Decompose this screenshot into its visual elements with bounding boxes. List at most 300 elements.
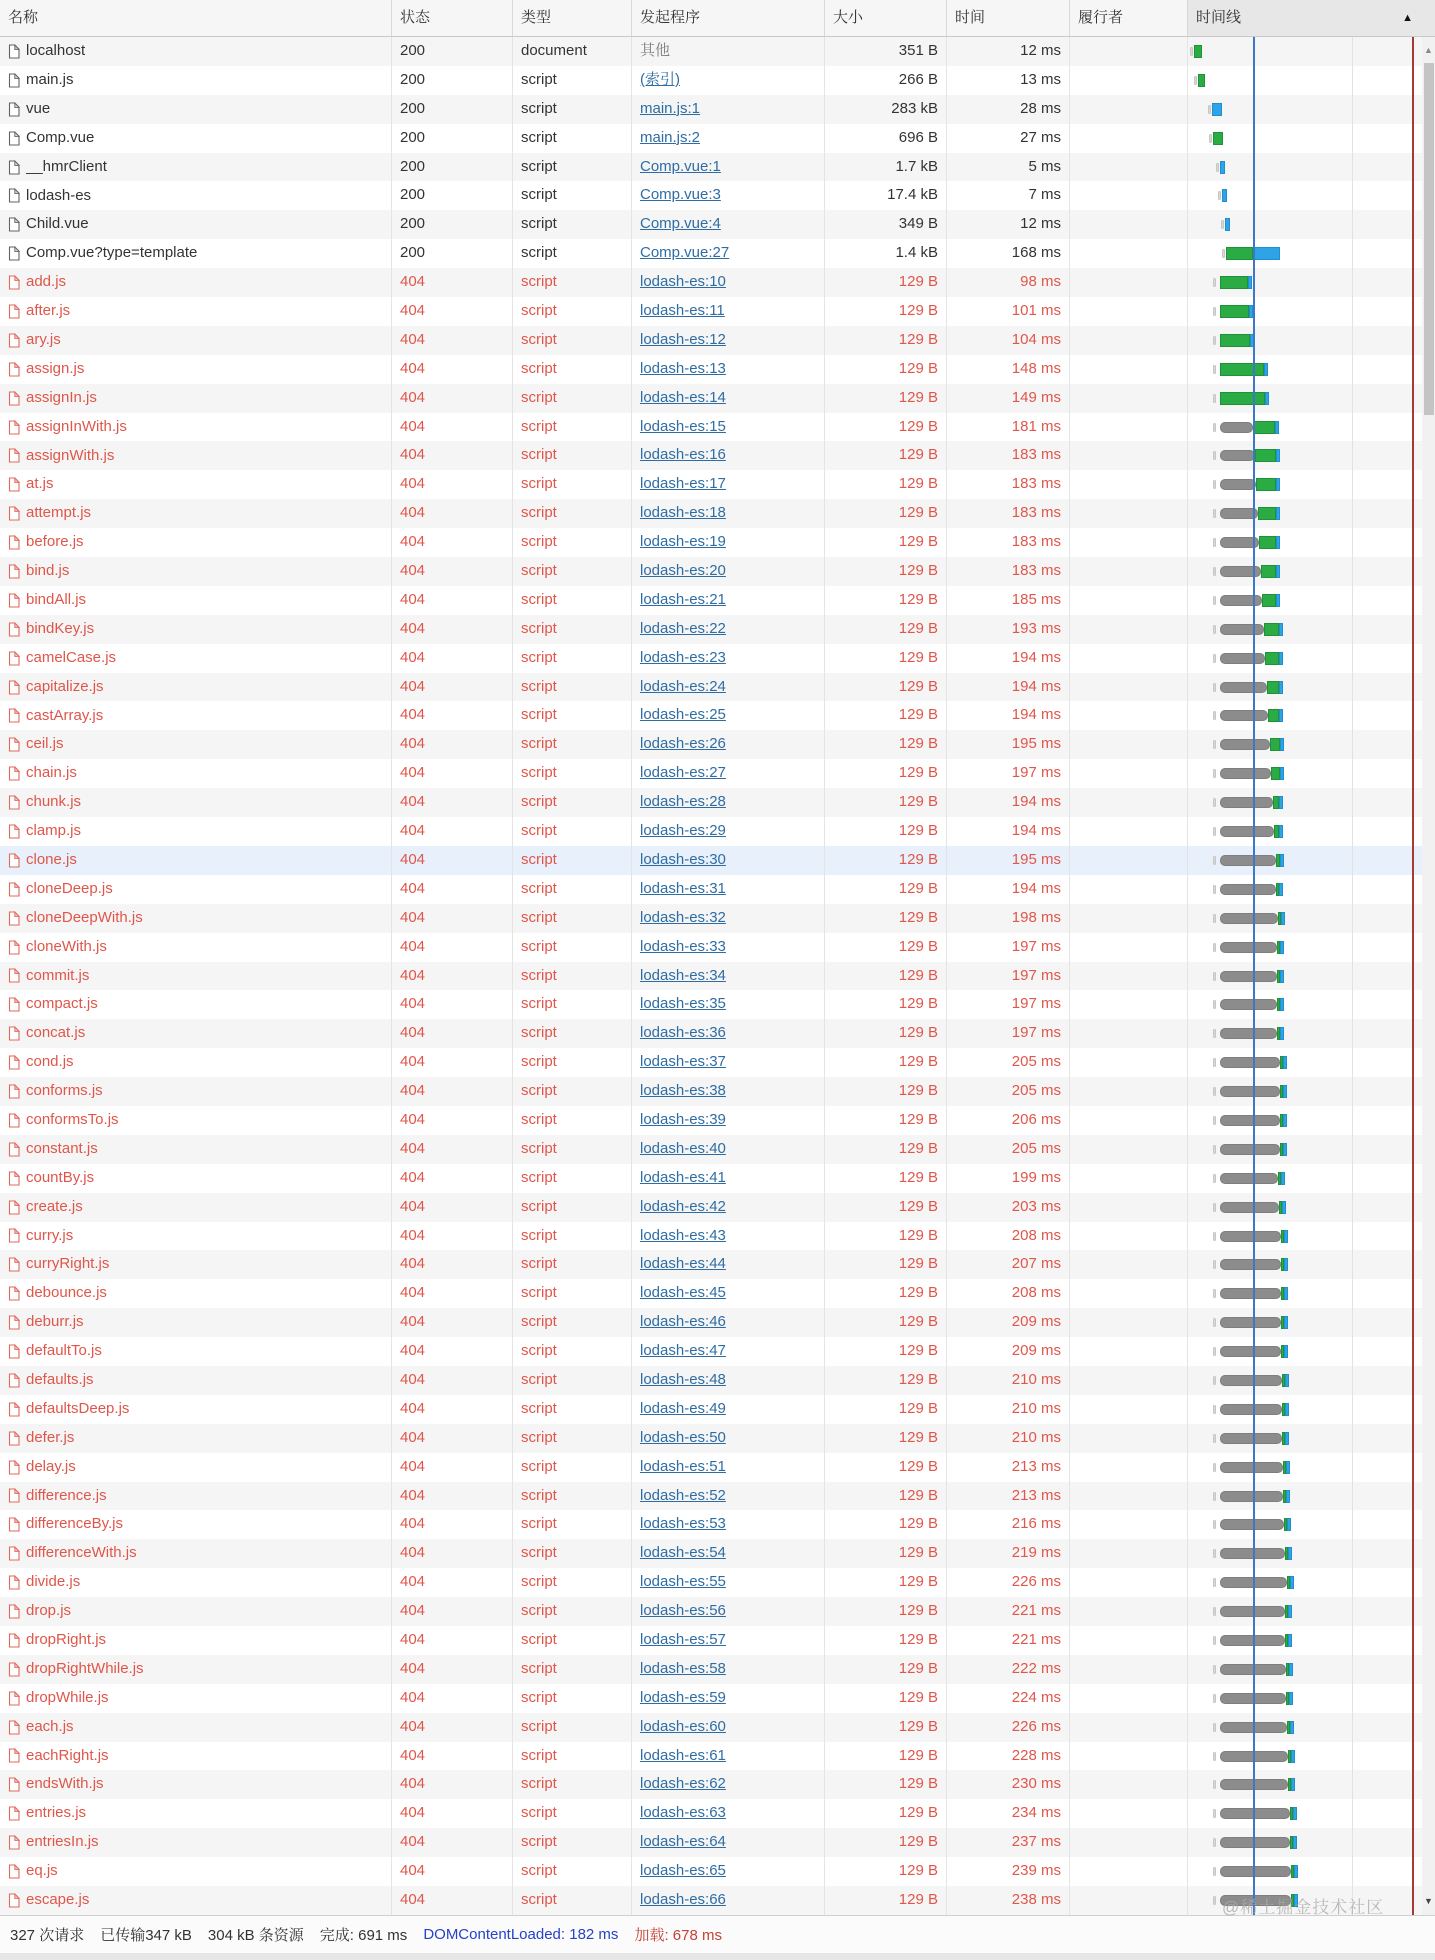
request-name-cell[interactable] — [0, 962, 392, 991]
initiator-link[interactable]: lodash-es:50 — [640, 1428, 726, 1446]
initiator-link[interactable]: lodash-es:25 — [640, 706, 726, 724]
initiator-link[interactable]: lodash-es:26 — [640, 735, 726, 753]
waterfall-cell[interactable] — [1188, 990, 1435, 1019]
waterfall-cell[interactable] — [1188, 413, 1435, 442]
waterfall-cell[interactable] — [1188, 673, 1435, 702]
waterfall-cell[interactable] — [1188, 239, 1435, 268]
table-row[interactable] — [0, 413, 1435, 442]
initiator-link[interactable]: Comp.vue:4 — [640, 215, 721, 233]
table-row[interactable] — [0, 124, 1435, 153]
initiator-link[interactable]: lodash-es:41 — [640, 1168, 726, 1186]
waterfall-cell[interactable] — [1188, 181, 1435, 210]
request-name-cell[interactable] — [0, 1222, 392, 1251]
waterfall-cell[interactable] — [1188, 1770, 1435, 1799]
waterfall-cell[interactable] — [1188, 441, 1435, 470]
table-row[interactable] — [0, 1019, 1435, 1048]
request-name-cell[interactable] — [0, 297, 392, 326]
table-row[interactable] — [0, 1337, 1435, 1366]
table-row[interactable] — [0, 1655, 1435, 1684]
table-row[interactable] — [0, 1106, 1435, 1135]
table-row[interactable] — [0, 875, 1435, 904]
table-row[interactable] — [0, 1742, 1435, 1771]
waterfall-cell[interactable] — [1188, 1597, 1435, 1626]
table-row[interactable] — [0, 528, 1435, 557]
waterfall-cell[interactable] — [1188, 1713, 1435, 1742]
table-row[interactable] — [0, 1279, 1435, 1308]
size-cell: 1.7 kB — [825, 153, 947, 182]
request-name-cell[interactable] — [0, 181, 392, 210]
fulfilled-by-cell — [1070, 962, 1188, 991]
waterfall-queue-tick — [1213, 1723, 1216, 1732]
request-name-cell[interactable] — [0, 413, 392, 442]
waterfall-cell[interactable] — [1188, 1799, 1435, 1828]
status-cell: 404 — [392, 326, 513, 355]
request-name-cell[interactable] — [0, 1626, 392, 1655]
waterfall-cell[interactable] — [1188, 759, 1435, 788]
request-name-cell[interactable] — [0, 1713, 392, 1742]
request-name-cell[interactable] — [0, 1077, 392, 1106]
request-name-cell[interactable] — [0, 499, 392, 528]
table-row[interactable] — [0, 326, 1435, 355]
request-name-cell[interactable] — [0, 1597, 392, 1626]
waterfall-cell[interactable] — [1188, 66, 1435, 95]
initiator-link[interactable]: lodash-es:14 — [640, 388, 726, 406]
initiator-link[interactable]: lodash-es:45 — [640, 1284, 726, 1302]
waterfall-cell[interactable] — [1188, 1279, 1435, 1308]
request-name-cell[interactable] — [0, 384, 392, 413]
waterfall-cell[interactable] — [1188, 1250, 1435, 1279]
waterfall-cell[interactable] — [1188, 355, 1435, 384]
request-name-cell[interactable] — [0, 586, 392, 615]
initiator-link[interactable]: lodash-es:22 — [640, 619, 726, 637]
waterfall-bar-blue — [1280, 941, 1284, 954]
waterfall-cell[interactable] — [1188, 644, 1435, 673]
request-name-cell[interactable] — [0, 1135, 392, 1164]
table-row[interactable] — [0, 153, 1435, 182]
table-row[interactable] — [0, 1539, 1435, 1568]
initiator-link[interactable]: lodash-es:20 — [640, 562, 726, 580]
waterfall-cell[interactable] — [1188, 1019, 1435, 1048]
waterfall-cell[interactable] — [1188, 1048, 1435, 1077]
table-row[interactable] — [0, 441, 1435, 470]
initiator-link[interactable]: lodash-es:19 — [640, 533, 726, 551]
initiator-link[interactable]: (索引) — [640, 70, 680, 88]
initiator-link[interactable]: lodash-es:10 — [640, 273, 726, 291]
request-name-cell[interactable] — [0, 1164, 392, 1193]
request-name-cell[interactable] — [0, 1799, 392, 1828]
table-row[interactable] — [0, 1250, 1435, 1279]
table-row[interactable] — [0, 1366, 1435, 1395]
waterfall-cell[interactable] — [1188, 1568, 1435, 1597]
waterfall-cell[interactable] — [1188, 586, 1435, 615]
initiator-link[interactable]: lodash-es:35 — [640, 995, 726, 1013]
request-name-cell[interactable] — [0, 615, 392, 644]
waterfall-cell[interactable] — [1188, 1395, 1435, 1424]
waterfall-cell[interactable] — [1188, 1539, 1435, 1568]
table-row[interactable] — [0, 66, 1435, 95]
request-name-cell[interactable] — [0, 1510, 392, 1539]
table-row[interactable] — [0, 1077, 1435, 1106]
initiator-link[interactable]: lodash-es:28 — [640, 793, 726, 811]
table-row[interactable] — [0, 1308, 1435, 1337]
request-name-cell[interactable] — [0, 470, 392, 499]
initiator-link[interactable]: lodash-es:51 — [640, 1457, 726, 1475]
request-name-cell[interactable] — [0, 441, 392, 470]
waterfall-bar-gray — [1220, 422, 1253, 433]
initiator-link[interactable]: lodash-es:39 — [640, 1110, 726, 1128]
request-name-cell[interactable] — [0, 1106, 392, 1135]
size-cell: 129 B — [825, 1308, 947, 1337]
table-row[interactable] — [0, 1626, 1435, 1655]
size-cell: 129 B — [825, 1453, 947, 1482]
waterfall-cell[interactable] — [1188, 962, 1435, 991]
request-name-cell[interactable] — [0, 730, 392, 759]
request-name-cell[interactable] — [0, 557, 392, 586]
fulfilled-by-cell — [1070, 1482, 1188, 1511]
waterfall-bar-blue — [1289, 1663, 1293, 1676]
waterfall-cell[interactable] — [1188, 933, 1435, 962]
request-name-cell[interactable] — [0, 788, 392, 817]
request-name-cell[interactable] — [0, 875, 392, 904]
table-row[interactable] — [0, 268, 1435, 297]
waterfall-cell[interactable] — [1188, 528, 1435, 557]
waterfall-cell[interactable] — [1188, 846, 1435, 875]
request-name-cell[interactable] — [0, 904, 392, 933]
table-row[interactable] — [0, 1510, 1435, 1539]
initiator-link[interactable]: lodash-es:63 — [640, 1804, 726, 1822]
table-row[interactable] — [0, 1597, 1435, 1626]
status-cell: 404 — [392, 1568, 513, 1597]
initiator-link[interactable]: lodash-es:52 — [640, 1486, 726, 1504]
table-row[interactable] — [0, 1713, 1435, 1742]
request-name-cell[interactable] — [0, 66, 392, 95]
waterfall-bar-gray — [1220, 595, 1262, 606]
initiator-link[interactable]: lodash-es:29 — [640, 822, 726, 840]
initiator-link[interactable]: lodash-es:49 — [640, 1399, 726, 1417]
initiator-link[interactable]: lodash-es:60 — [640, 1717, 726, 1735]
table-row[interactable] — [0, 1135, 1435, 1164]
table-row[interactable] — [0, 644, 1435, 673]
initiator-link[interactable]: lodash-es:61 — [640, 1746, 726, 1764]
initiator-link[interactable]: lodash-es:38 — [640, 1082, 726, 1100]
request-name-cell[interactable] — [0, 644, 392, 673]
column-header-time[interactable]: 时间 — [947, 0, 1070, 36]
initiator-link[interactable]: lodash-es:33 — [640, 937, 726, 955]
table-row[interactable] — [0, 1482, 1435, 1511]
initiator-link[interactable]: lodash-es:44 — [640, 1255, 726, 1273]
request-name-cell[interactable] — [0, 1250, 392, 1279]
column-header-waterfall[interactable] — [1188, 0, 1435, 36]
table-row[interactable] — [0, 904, 1435, 933]
waterfall-cell[interactable] — [1188, 210, 1435, 239]
waterfall-cell[interactable] — [1188, 153, 1435, 182]
table-row[interactable] — [0, 817, 1435, 846]
request-name-cell[interactable] — [0, 1424, 392, 1453]
fulfilled-by-cell — [1070, 1742, 1188, 1771]
initiator-link[interactable]: lodash-es:13 — [640, 359, 726, 377]
initiator-link[interactable]: lodash-es:17 — [640, 475, 726, 493]
initiator-link[interactable]: lodash-es:64 — [640, 1833, 726, 1851]
waterfall-cell[interactable] — [1188, 875, 1435, 904]
request-name-cell[interactable] — [0, 1568, 392, 1597]
waterfall-cell[interactable] — [1188, 297, 1435, 326]
waterfall-cell[interactable] — [1188, 1453, 1435, 1482]
request-name-cell[interactable] — [0, 701, 392, 730]
request-name-cell[interactable] — [0, 37, 392, 66]
waterfall-cell[interactable] — [1188, 1308, 1435, 1337]
waterfall-cell[interactable] — [1188, 1222, 1435, 1251]
request-name-cell[interactable] — [0, 759, 392, 788]
initiator-link[interactable]: lodash-es:65 — [640, 1862, 726, 1880]
table-row[interactable] — [0, 1857, 1435, 1886]
waterfall-cell[interactable] — [1188, 1164, 1435, 1193]
request-name-cell[interactable] — [0, 1857, 392, 1886]
waterfall-queue-tick — [1213, 1203, 1216, 1212]
request-name-cell[interactable] — [0, 990, 392, 1019]
waterfall-cell[interactable] — [1188, 1482, 1435, 1511]
request-name-cell[interactable] — [0, 124, 392, 153]
waterfall-cell[interactable] — [1188, 1424, 1435, 1453]
table-row[interactable] — [0, 673, 1435, 702]
request-name-cell[interactable] — [0, 210, 392, 239]
initiator-link[interactable]: lodash-es:58 — [640, 1659, 726, 1677]
waterfall-cell[interactable] — [1188, 615, 1435, 644]
initiator-link[interactable]: Comp.vue:27 — [640, 244, 730, 262]
waterfall-bar-gray — [1220, 1173, 1278, 1184]
waterfall-cell[interactable] — [1188, 788, 1435, 817]
size-cell: 129 B — [825, 1135, 947, 1164]
table-row[interactable] — [0, 759, 1435, 788]
table-row[interactable] — [0, 1222, 1435, 1251]
request-name-cell[interactable] — [0, 1048, 392, 1077]
status-cell: 404 — [392, 1510, 513, 1539]
initiator-link[interactable]: lodash-es:66 — [640, 1891, 726, 1908]
scroll-down-icon[interactable]: ▼ — [1424, 1896, 1433, 1906]
table-row[interactable] — [0, 1048, 1435, 1077]
script-file-icon — [8, 304, 20, 319]
request-name-cell[interactable] — [0, 153, 392, 182]
initiator-link[interactable]: lodash-es:34 — [640, 966, 726, 984]
initiator-link[interactable]: lodash-es:62 — [640, 1775, 726, 1793]
waterfall-cell[interactable] — [1188, 557, 1435, 586]
waterfall-cell[interactable] — [1188, 730, 1435, 759]
waterfall-cell[interactable] — [1188, 904, 1435, 933]
waterfall-cell[interactable] — [1188, 1366, 1435, 1395]
waterfall-cell[interactable] — [1188, 701, 1435, 730]
table-row[interactable] — [0, 1193, 1435, 1222]
waterfall-bar-blue — [1283, 1143, 1287, 1156]
time-cell: 210 ms — [947, 1395, 1070, 1424]
request-name-cell[interactable] — [0, 355, 392, 384]
waterfall-cell[interactable] — [1188, 326, 1435, 355]
initiator-link[interactable]: lodash-es:53 — [640, 1515, 726, 1533]
table-row[interactable] — [0, 730, 1435, 759]
table-row[interactable] — [0, 239, 1435, 268]
column-header-initiator[interactable]: 发起程序 — [632, 0, 825, 36]
scroll-up-icon[interactable]: ▲ — [1424, 45, 1433, 55]
initiator-link[interactable]: lodash-es:56 — [640, 1602, 726, 1620]
status-cell: 404 — [392, 701, 513, 730]
table-row[interactable] — [0, 1684, 1435, 1713]
table-row[interactable] — [0, 990, 1435, 1019]
request-name-cell[interactable] — [0, 1193, 392, 1222]
table-row[interactable] — [0, 1828, 1435, 1857]
initiator-link[interactable]: lodash-es:46 — [640, 1313, 726, 1331]
request-name-cell[interactable] — [0, 95, 392, 124]
initiator-link[interactable]: main.js:2 — [640, 128, 701, 146]
table-row[interactable] — [0, 210, 1435, 239]
request-name-cell[interactable] — [0, 1019, 392, 1048]
waterfall-cell[interactable] — [1188, 1828, 1435, 1857]
waterfall-cell[interactable] — [1188, 1106, 1435, 1135]
waterfall-cell[interactable] — [1188, 817, 1435, 846]
vertical-scrollbar[interactable] — [1422, 37, 1435, 1915]
request-name-cell[interactable] — [0, 239, 392, 268]
table-row[interactable] — [0, 701, 1435, 730]
column-header-fulfilled-by[interactable]: 履行者 — [1070, 0, 1188, 36]
table-row[interactable] — [0, 470, 1435, 499]
table-row[interactable] — [0, 557, 1435, 586]
waterfall-cell[interactable] — [1188, 37, 1435, 66]
size-cell: 129 B — [825, 499, 947, 528]
initiator-link[interactable]: lodash-es:48 — [640, 1370, 726, 1388]
request-name-cell[interactable] — [0, 1655, 392, 1684]
request-name-cell[interactable] — [0, 528, 392, 557]
initiator-cell — [632, 1135, 825, 1164]
table-row[interactable] — [0, 615, 1435, 644]
initiator-link[interactable]: lodash-es:16 — [640, 446, 726, 464]
table-row[interactable] — [0, 355, 1435, 384]
request-name-cell[interactable] — [0, 1395, 392, 1424]
type-cell: script — [513, 1742, 632, 1771]
request-name-cell[interactable] — [0, 846, 392, 875]
table-row[interactable] — [0, 962, 1435, 991]
scrollbar-thumb[interactable] — [1424, 63, 1434, 415]
initiator-link[interactable]: lodash-es:27 — [640, 764, 726, 782]
initiator-link[interactable]: lodash-es:18 — [640, 504, 726, 522]
initiator-link[interactable]: lodash-es:11 — [640, 302, 725, 320]
waterfall-cell[interactable] — [1188, 1077, 1435, 1106]
table-row[interactable] — [0, 1568, 1435, 1597]
waterfall-cell[interactable] — [1188, 1337, 1435, 1366]
initiator-link[interactable]: lodash-es:21 — [640, 590, 726, 608]
column-header-status[interactable]: 状态 — [392, 0, 513, 36]
request-name-cell[interactable] — [0, 933, 392, 962]
table-row[interactable] — [0, 1395, 1435, 1424]
waterfall-cell[interactable] — [1188, 470, 1435, 499]
waterfall-cell[interactable] — [1188, 268, 1435, 297]
initiator-link[interactable]: lodash-es:43 — [640, 1226, 726, 1244]
table-row[interactable] — [0, 1886, 1435, 1915]
table-row[interactable] — [0, 37, 1435, 66]
initiator-link[interactable]: lodash-es:55 — [640, 1573, 726, 1591]
table-row[interactable] — [0, 1453, 1435, 1482]
initiator-link[interactable]: lodash-es:30 — [640, 850, 726, 868]
status-cell: 404 — [392, 1048, 513, 1077]
initiator-link[interactable]: lodash-es:36 — [640, 1024, 726, 1042]
request-name-cell[interactable] — [0, 1279, 392, 1308]
column-header-size[interactable]: 大小 — [825, 0, 947, 36]
time-cell: 221 ms — [947, 1626, 1070, 1655]
column-header-name[interactable]: 名称 — [0, 0, 392, 36]
request-name-cell[interactable] — [0, 1482, 392, 1511]
request-name-cell[interactable] — [0, 1684, 392, 1713]
initiator-link[interactable]: main.js:1 — [640, 99, 701, 117]
initiator-link[interactable]: lodash-es:42 — [640, 1197, 726, 1215]
table-row[interactable] — [0, 384, 1435, 413]
request-name-cell[interactable] — [0, 817, 392, 846]
initiator-link[interactable]: lodash-es:31 — [640, 879, 726, 897]
initiator-link[interactable]: lodash-es:47 — [640, 1342, 726, 1360]
initiator-link[interactable]: lodash-es:54 — [640, 1544, 726, 1562]
waterfall-cell[interactable] — [1188, 124, 1435, 153]
waterfall-cell[interactable] — [1188, 1193, 1435, 1222]
waterfall-queue-tick — [1213, 336, 1216, 345]
status-cell: 404 — [392, 730, 513, 759]
waterfall-cell[interactable] — [1188, 1510, 1435, 1539]
initiator-link[interactable]: lodash-es:57 — [640, 1630, 726, 1648]
request-name-cell[interactable] — [0, 326, 392, 355]
request-name-cell[interactable] — [0, 1308, 392, 1337]
initiator-link[interactable]: Comp.vue:1 — [640, 157, 721, 175]
request-name-cell[interactable] — [0, 1770, 392, 1799]
column-header-type[interactable]: 类型 — [513, 0, 632, 36]
request-name-cell[interactable] — [0, 1886, 392, 1915]
waterfall-cell[interactable] — [1188, 1857, 1435, 1886]
table-row[interactable] — [0, 1164, 1435, 1193]
waterfall-cell[interactable] — [1188, 1626, 1435, 1655]
table-row[interactable] — [0, 1770, 1435, 1799]
initiator-link[interactable]: lodash-es:24 — [640, 677, 726, 695]
table-row[interactable] — [0, 1799, 1435, 1828]
table-row[interactable] — [0, 788, 1435, 817]
initiator-link[interactable]: lodash-es:40 — [640, 1139, 726, 1157]
initiator-link[interactable]: lodash-es:23 — [640, 648, 726, 666]
request-name-cell[interactable] — [0, 268, 392, 297]
waterfall-cell[interactable] — [1188, 1684, 1435, 1713]
initiator-link[interactable]: lodash-es:59 — [640, 1688, 726, 1706]
type-cell: script — [513, 846, 632, 875]
request-name-cell[interactable] — [0, 1337, 392, 1366]
request-name-cell[interactable] — [0, 673, 392, 702]
table-row[interactable] — [0, 846, 1435, 875]
table-row[interactable] — [0, 297, 1435, 326]
waterfall-cell[interactable] — [1188, 1655, 1435, 1684]
table-row[interactable] — [0, 933, 1435, 962]
waterfall-cell[interactable] — [1188, 95, 1435, 124]
request-name-cell[interactable] — [0, 1828, 392, 1857]
request-name-cell[interactable] — [0, 1366, 392, 1395]
waterfall-cell[interactable] — [1188, 384, 1435, 413]
initiator-link[interactable]: lodash-es:37 — [640, 1053, 726, 1071]
sort-ascending-icon[interactable]: ▲ — [1402, 12, 1413, 24]
table-row[interactable] — [0, 95, 1435, 124]
table-row[interactable] — [0, 181, 1435, 210]
waterfall-cell[interactable] — [1188, 1135, 1435, 1164]
table-row[interactable] — [0, 499, 1435, 528]
initiator-link[interactable]: lodash-es:32 — [640, 908, 726, 926]
waterfall-cell[interactable] — [1188, 1742, 1435, 1771]
request-name-cell[interactable] — [0, 1453, 392, 1482]
request-name-cell[interactable] — [0, 1742, 392, 1771]
initiator-link[interactable]: Comp.vue:3 — [640, 186, 721, 204]
request-name-cell[interactable] — [0, 1539, 392, 1568]
initiator-link[interactable]: lodash-es:15 — [640, 417, 726, 435]
initiator-link[interactable]: lodash-es:12 — [640, 330, 726, 348]
table-row[interactable] — [0, 586, 1435, 615]
waterfall-cell[interactable] — [1188, 499, 1435, 528]
table-row[interactable] — [0, 1424, 1435, 1453]
